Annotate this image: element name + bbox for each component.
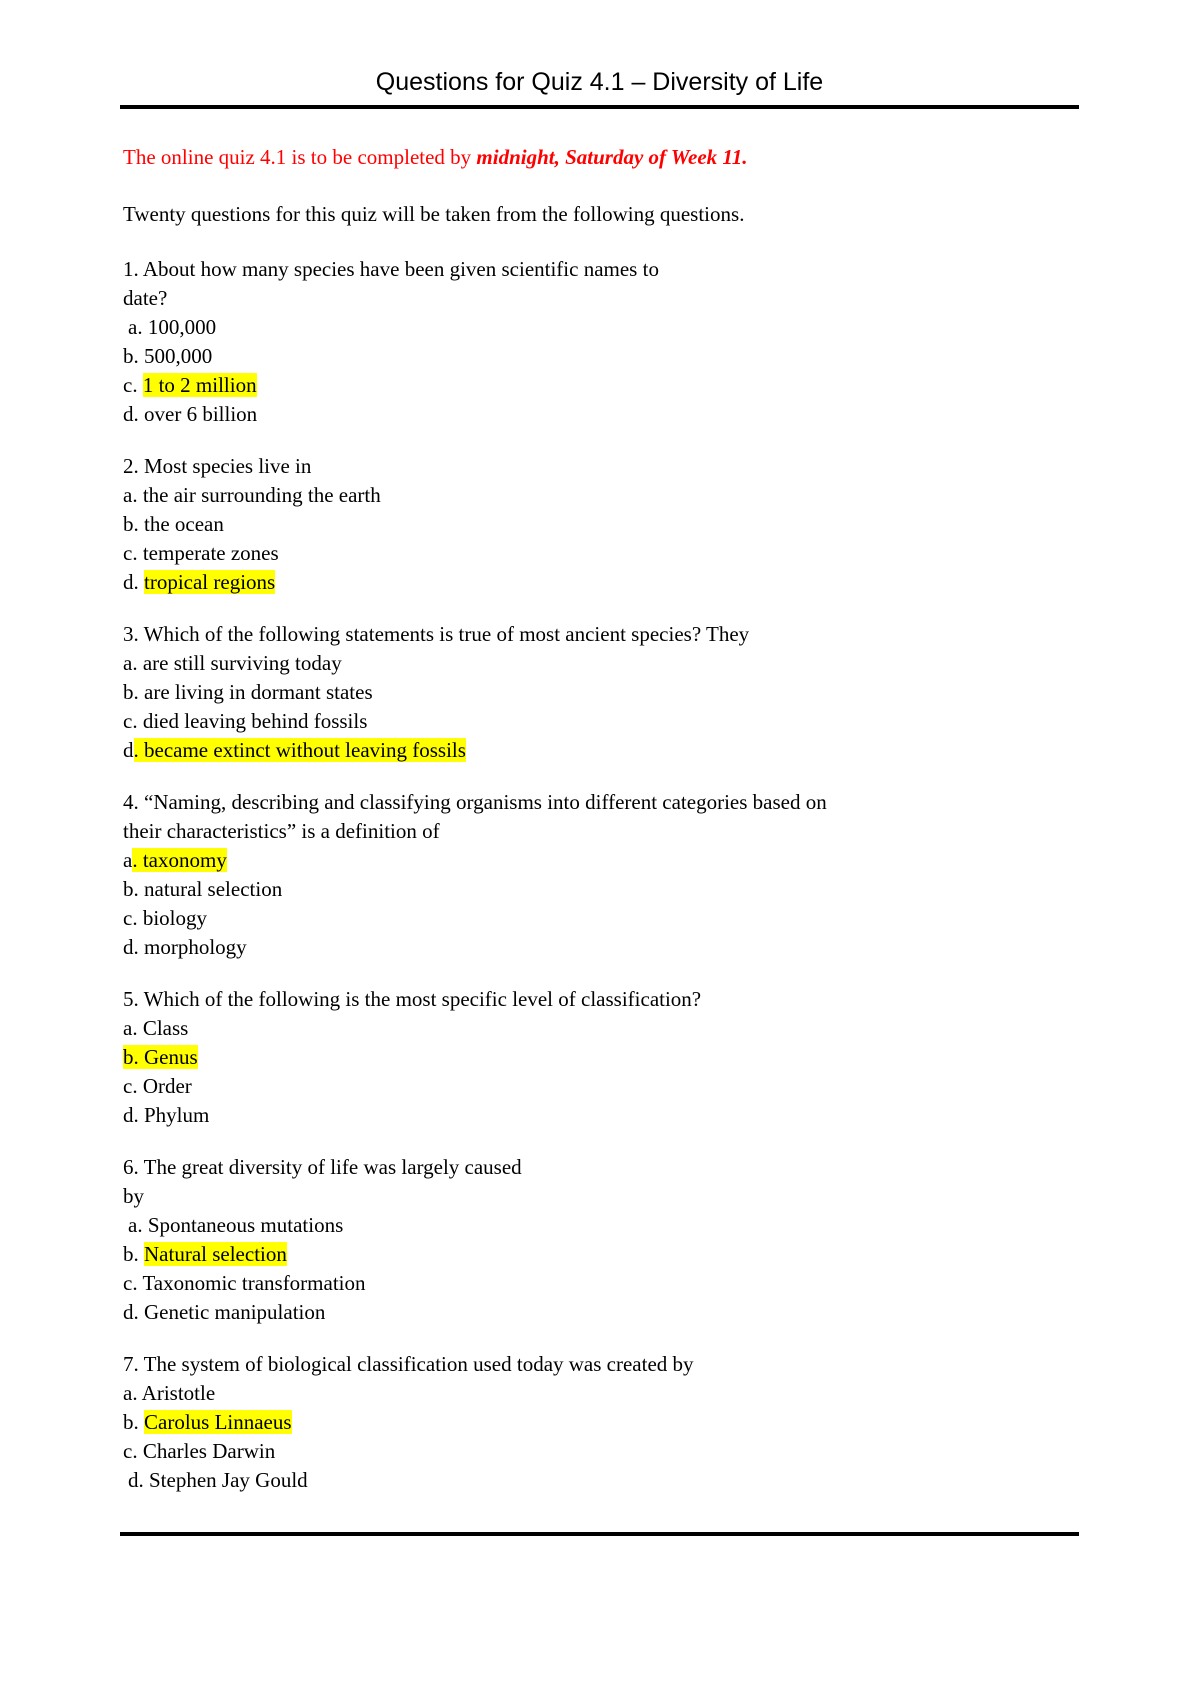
option-prefix: c	[123, 1439, 133, 1463]
option-text: Natural selection	[144, 1242, 287, 1266]
option-text: . Taxonomic transformation	[132, 1271, 366, 1295]
option-prefix: b	[123, 680, 134, 704]
answer-option	[123, 1014, 1073, 1043]
option-text: . Phylum	[133, 1103, 210, 1127]
option-text: . Charles Darwin	[132, 1439, 276, 1463]
answer-option	[123, 649, 1073, 678]
answer-option	[123, 481, 1073, 510]
option-prefix: d	[123, 738, 134, 762]
option-prefix: d	[123, 402, 134, 426]
question-text: 1. About how many species have been given scientific names to	[123, 257, 659, 281]
option-prefix: b.	[123, 1410, 144, 1434]
question-text: 2. Most species live in	[123, 454, 312, 478]
answer-option-correct	[123, 736, 1073, 765]
question-list	[123, 255, 1073, 1495]
option-prefix: a	[123, 483, 133, 507]
question-text: 5. Which of the following is the most specific level of classification?	[123, 987, 702, 1011]
option-text: . Spontaneous mutations	[137, 1213, 344, 1237]
option-text: Carolus Linnaeus	[144, 1410, 292, 1434]
answer-option-correct	[123, 1408, 1073, 1437]
question-text: 4. “Naming, describing and classifying organisms into different categories based on	[123, 790, 827, 814]
question-block	[123, 620, 1073, 765]
document-title: Questions for Quiz 4.1 – Diversity of Life	[375, 68, 824, 96]
notice-deadline: midnight, Saturday of Week 11.	[476, 145, 748, 169]
option-text: b. Genus	[123, 1045, 198, 1069]
option-text: . biology	[132, 906, 207, 930]
question-block	[123, 985, 1073, 1130]
question-text: 7. The system of biological classification used today was created by	[123, 1352, 694, 1376]
option-text: . the air surrounding the earth	[132, 483, 381, 507]
option-text: . Order	[132, 1074, 192, 1098]
option-text: . morphology	[133, 935, 247, 959]
bottom-rule	[120, 1532, 1079, 1536]
option-prefix: c	[123, 541, 133, 565]
option-text: . 100,000	[137, 315, 217, 339]
option-prefix: d.	[123, 570, 144, 594]
answer-option	[123, 539, 1073, 568]
option-prefix: d	[128, 1468, 139, 1492]
answer-option	[123, 313, 1073, 342]
option-prefix: a	[123, 1016, 133, 1040]
option-text: tropical regions	[144, 570, 276, 594]
answer-option-correct	[123, 1240, 1073, 1269]
option-text: . became extinct without leaving fossils	[133, 738, 466, 762]
option-prefix: c	[123, 709, 133, 733]
deadline-notice	[123, 143, 1073, 172]
answer-option	[123, 400, 1073, 429]
option-text: . the ocean	[133, 512, 224, 536]
option-prefix: c.	[123, 373, 143, 397]
option-text: . Class	[132, 1016, 189, 1040]
option-text: . over 6 billion	[133, 402, 258, 426]
intro-text: Twenty questions for this quiz will be taken from the following questions.	[123, 202, 745, 226]
option-text: . Genetic manipulation	[133, 1300, 326, 1324]
option-text: . died leaving behind fossils	[132, 709, 368, 733]
option-text: . are still surviving today	[132, 651, 342, 675]
answer-option	[123, 875, 1073, 904]
question-block	[123, 452, 1073, 597]
notice-prefix: The online quiz 4.1 is to be completed by	[123, 145, 477, 169]
option-prefix: a	[123, 1381, 133, 1405]
option-text: . Aristotle	[132, 1381, 216, 1405]
question-text: 6. The great diversity of life was largely caused	[123, 1155, 522, 1179]
option-prefix: b	[123, 512, 134, 536]
answer-option	[123, 707, 1073, 736]
option-prefix: d	[123, 1103, 134, 1127]
question-text: their characteristics” is a definition of	[123, 819, 440, 843]
answer-option-correct	[123, 846, 1073, 875]
answer-option	[123, 1298, 1073, 1327]
option-prefix: b	[123, 344, 134, 368]
answer-option	[123, 1072, 1073, 1101]
option-text: . Stephen Jay Gould	[138, 1468, 308, 1492]
answer-option	[123, 1211, 1073, 1240]
answer-option	[123, 1101, 1073, 1130]
question-text: 3. Which of the following statements is true of most ancient species? They	[123, 622, 750, 646]
answer-option	[123, 510, 1073, 539]
answer-option-correct	[123, 1043, 1073, 1072]
answer-option	[123, 342, 1073, 371]
answer-option	[123, 904, 1073, 933]
top-rule	[120, 105, 1079, 109]
question-text: date?	[123, 286, 168, 310]
answer-option	[123, 1269, 1073, 1298]
option-prefix: a	[128, 1213, 138, 1237]
option-prefix: c	[123, 906, 133, 930]
question-block	[123, 1350, 1073, 1495]
answer-option	[123, 1466, 1073, 1495]
question-block	[123, 255, 1073, 429]
answer-option	[123, 1379, 1073, 1408]
option-text: . natural selection	[133, 877, 283, 901]
answer-option-correct	[123, 371, 1073, 400]
option-text: 1 to 2 million	[142, 373, 257, 397]
answer-option	[123, 933, 1073, 962]
option-prefix: a	[123, 651, 133, 675]
question-block	[123, 1153, 1073, 1327]
option-text: . 500,000	[133, 344, 213, 368]
option-prefix: a	[128, 315, 138, 339]
option-text: . temperate zones	[132, 541, 279, 565]
option-text: . taxonomy	[132, 848, 227, 872]
option-prefix: c	[123, 1271, 133, 1295]
option-prefix: b	[123, 877, 134, 901]
document-body	[123, 143, 1073, 1518]
option-prefix: d	[123, 1300, 134, 1324]
option-prefix: b.	[123, 1242, 144, 1266]
option-prefix: c	[123, 1074, 133, 1098]
option-text: . are living in dormant states	[133, 680, 373, 704]
option-prefix: a	[123, 848, 133, 872]
question-text: by	[123, 1184, 144, 1208]
question-block	[123, 788, 1073, 962]
answer-option	[123, 1437, 1073, 1466]
answer-option-correct	[123, 568, 1073, 597]
answer-option	[123, 678, 1073, 707]
option-prefix: d	[123, 935, 134, 959]
